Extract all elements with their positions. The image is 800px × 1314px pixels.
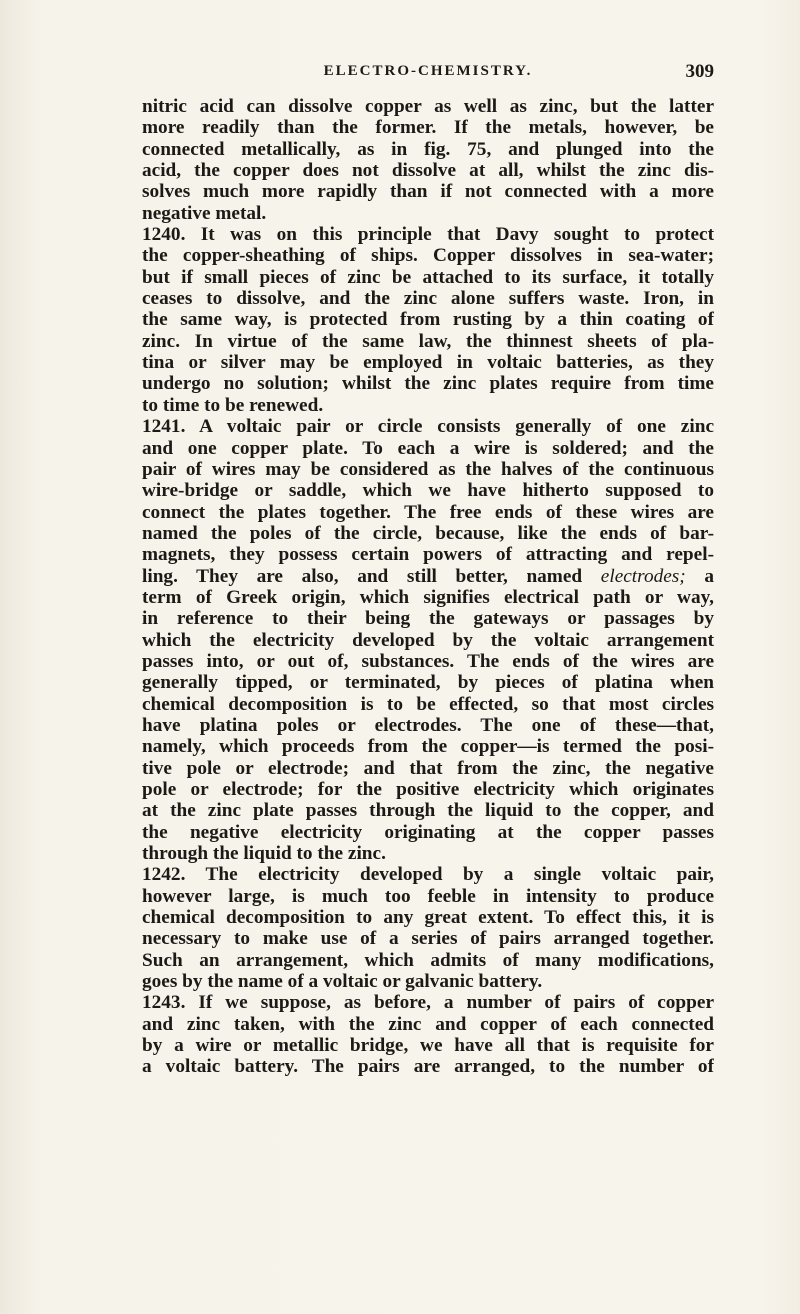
text-line: and one copper plate. To each a wire is soldered; and the [142, 437, 714, 459]
text-line: passes into, or out of, substances. The ends of the wires are [142, 650, 714, 672]
text-line: term of Greek origin, which signifies electrical path or way, [142, 586, 714, 608]
text-line: but if small pieces of zinc be attached to its surface, it totally [142, 266, 714, 288]
text-line: the same way, is protected from rusting by a thin coating of [142, 309, 714, 331]
text-line: zinc. In virtue of the same law, the thinnest sheets of pla- [142, 330, 714, 352]
text-line: goes by the name of a voltaic or galvanic battery. [142, 971, 543, 993]
text-line: solves much more rapidly than if not connected with a more [142, 181, 714, 203]
text-line: more readily than the former. If the metals, however, be [142, 117, 714, 139]
text-line: chemical decomposition is to be effected, so that most circles [142, 693, 714, 715]
text-line: in reference to their being the gateways or passages by [142, 608, 714, 630]
text-line: named the poles of the circle, because, like the ends of bar- [142, 522, 714, 544]
text-line: which the electricity developed by the voltaic arrangement [142, 629, 714, 651]
text-line: chemical decomposition to any great extent. To effect this, it is [142, 907, 714, 929]
text-line: a voltaic battery. The pairs are arranged, to the number of [142, 1056, 714, 1078]
text-line: however large, is much too feeble in intensity to produce [142, 885, 714, 907]
text-line: negative metal. [142, 202, 267, 224]
paragraph-1243-start: 1243. If we suppose, as before, a number of pairs of copper [142, 992, 714, 1014]
page-number: 309 [685, 61, 714, 82]
text-line: have platina poles or electrodes. The one of these—that, [142, 714, 714, 736]
text-line: magnets, they possess certain powers of attracting and repel- [142, 544, 714, 566]
text-line: undergo no solution; whilst the zinc plates require from time [142, 373, 714, 395]
text-line: tina or silver may be employed in voltaic batteries, as they [142, 352, 714, 374]
paragraph-1242-start: 1242. The electricity developed by a single voltaic pair, [142, 864, 714, 886]
text-line: tive pole or electrode; and that from the zinc, the negative [142, 757, 714, 779]
text-line: necessary to make use of a series of pairs arranged together. [142, 928, 714, 950]
text-line: Such an arrangement, which admits of many modifications, [142, 949, 714, 971]
paragraph-1240-start: 1240. It was on this principle that Davy sought to protect [142, 224, 714, 246]
paragraph-1241-start: 1241. A voltaic pair or circle consists generally of one zinc [142, 416, 714, 438]
text-line: through the liquid to the zinc. [142, 843, 386, 865]
text-line: pair of wires may be considered as the halves of the continuous [142, 458, 714, 480]
body-text [142, 96, 714, 1078]
text-line: nitric acid can dissolve copper as well as zinc, but the latter [142, 96, 714, 117]
text-line: acid, the copper does not dissolve at all, whilst the zinc dis- [142, 160, 714, 182]
text-line: pole or electrode; for the positive electricity which originates [142, 779, 714, 800]
text-line: the copper-sheathing of ships. Copper dissolves in sea-water; [142, 245, 714, 267]
text-line: wire-bridge or saddle, which we have hitherto supposed to [142, 480, 714, 502]
text-line: connect the plates together. The free ends of these wires are [142, 501, 714, 523]
text-line-with-italic: ling. They are also, and still better, named electrodes; a [142, 565, 714, 587]
text-line: at the zinc plate passes through the liquid to the copper, and [142, 800, 714, 822]
text-line: and zinc taken, with the zinc and copper of each connected [142, 1013, 714, 1035]
text-line: the negative electricity originating at the copper passes [142, 821, 714, 843]
text-line: ceases to dissolve, and the zinc alone suffers waste. Iron, in [142, 288, 714, 310]
text-line: namely, which proceeds from the copper—is termed the posi- [142, 736, 714, 758]
running-head: ELECTRO-CHEMISTRY. [323, 63, 533, 79]
text-line: generally tipped, or terminated, by pieces of platina when [142, 672, 714, 694]
page-header [142, 63, 714, 87]
text-line: connected metallically, as in fig. 75, and plunged into the [142, 138, 714, 160]
text-line: by a wire or metallic bridge, we have all that is requisite for [142, 1035, 714, 1057]
text-line: to time to be renewed. [142, 394, 324, 416]
italic-term: electrodes; [600, 565, 686, 587]
